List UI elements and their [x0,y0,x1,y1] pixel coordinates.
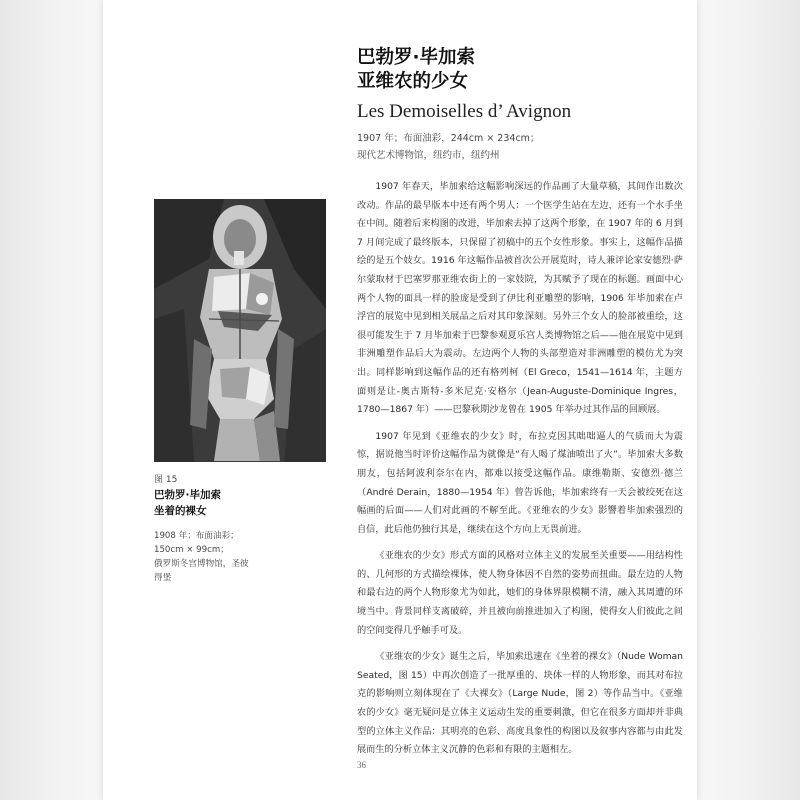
artwork-title-cn: 亚维农的少女 [357,71,469,92]
paragraph: 1907 年见到《亚维农的少女》时，布拉克因其咄咄逼人的气质而大为震惊，据说他当时评价这幅作品为就像是“有人喝了煤油喷出了火”。毕加索大多数朋友，包括阿波利奈尔在内，都难以接受这幅作品。康维勒斯、安德烈·德兰（André Derain，1880—1954 年）曾告诉他，毕加索终有一天会被绞死在这幅画的后面——人们对此画的不解至此。《亚维农的少女》影響着毕加索强烈的自信，此后他仍独行其是，继续在这个方向上无畏前进。 [357,430,683,535]
paragraph: 1907 年春天，毕加索给这幅影响深远的作品画了大量草稿，其间作出数次改动。作品的最早版本中还有两个男人：一个医学生站在左边，还有一个水手坐在中间。随着后来构图的改进，毕加索去掉了这两个形象，在 1907 年的 6 月到 7 月间完成了最终版本，只保留了初稿中的五个女性形象。事实上，这幅作品描绘的是五个妓女。1916 年这幅作品被首次公开展览时，诗人兼评论家安德烈·萨尔蒙取材于巴塞罗那亚维农街上的一家妓院，为其赋予了现在的标题。画面中心两个人物的面具一样的脸庞是受到了伊比利亚雕塑的影响，1906 年毕加索在卢浮宫的展览中见到相关展品之后对其印象深刻。另外三个女人的脸部被重绘，这很可能发生于 7 月毕加索于巴黎参观夏乐宫人类博物馆之后——他在展览中见到非洲雕塑作品后大为震动。左边两个人物的头部塑造对非洲雕塑的模仿尤为突出。同样影响到这幅作品的还有格列柯（El Greco，1541—1614 年，主题方面则是让-奥古斯特-多米尼克·安格尔（Jean-Auguste-Dominique Ingres，1780—1867 年）——巴黎秋期沙龙曾在 1905 年举办过其作品的回顾展。 [357,181,683,416]
body-text [357,178,683,760]
figure-title: 坐着的裸女 [154,505,207,517]
paragraph: 《亚维农的少女》形式方面的风格对立体主义的发展至关重要——用结构性的、几何形的方式描绘裸体，使人物身体因不自然的姿势而扭曲。最左边的人物和最右边的两个人物形象尤为如此，她们的身体界限模糊不清，融入其周遭的环境当中。背景同样支离破碎，并且被向前推进加入了构图，使得女人们彼此之间的空间变得几乎触手可及。 [357,550,683,636]
figure-meta-line: 150cm × 99cm； [154,545,229,555]
figure-label: 图 15 [154,475,178,485]
meta-line: 现代艺术博物馆，纽约市，纽约州 [357,150,500,161]
figure-meta-line: 俄罗斯冬宫博物馆，圣彼 [154,559,249,569]
figure-meta-line: 得堡 [154,573,172,583]
meta-line: 1907 年；布面油彩，244cm × 234cm； [357,133,540,144]
page-number: 36 [357,760,366,770]
figure-meta-line: 1908 年；布面油彩； [154,531,239,541]
artist-name: 巴勃罗·毕加索 [357,47,476,68]
figure-painting-image [154,199,326,462]
figure-meta [154,529,326,585]
painting-illustration [154,199,326,462]
title-block [357,46,677,124]
figure-artist: 巴勃罗·毕加索 [154,489,221,501]
artwork-title-en: Les Demoiselles d’ Avignon [357,101,572,122]
artwork-meta [357,130,677,164]
figure-caption [154,473,326,585]
book-page [103,0,697,800]
paragraph: 《亚维农的少女》诞生之后，毕加索迅速在《坐着的裸女》（Nude Woman Seated，图 15）中再次创造了一批厚重的、块体一样的人物形象，而其对布拉克的影响则立刻体现在了《大裸女》（Large Nude，图 2）等作品当中。《亚维农的少女》毫无疑问是立体主义运动生发的重要刺激，但它在很多方面却并非典型的立体主义作品：其明亮的色彩、高度具象性的构图以及叙事内容都与由此发展而生的分析立体主义沉静的色彩和有限的主题相左。 [357,651,683,756]
